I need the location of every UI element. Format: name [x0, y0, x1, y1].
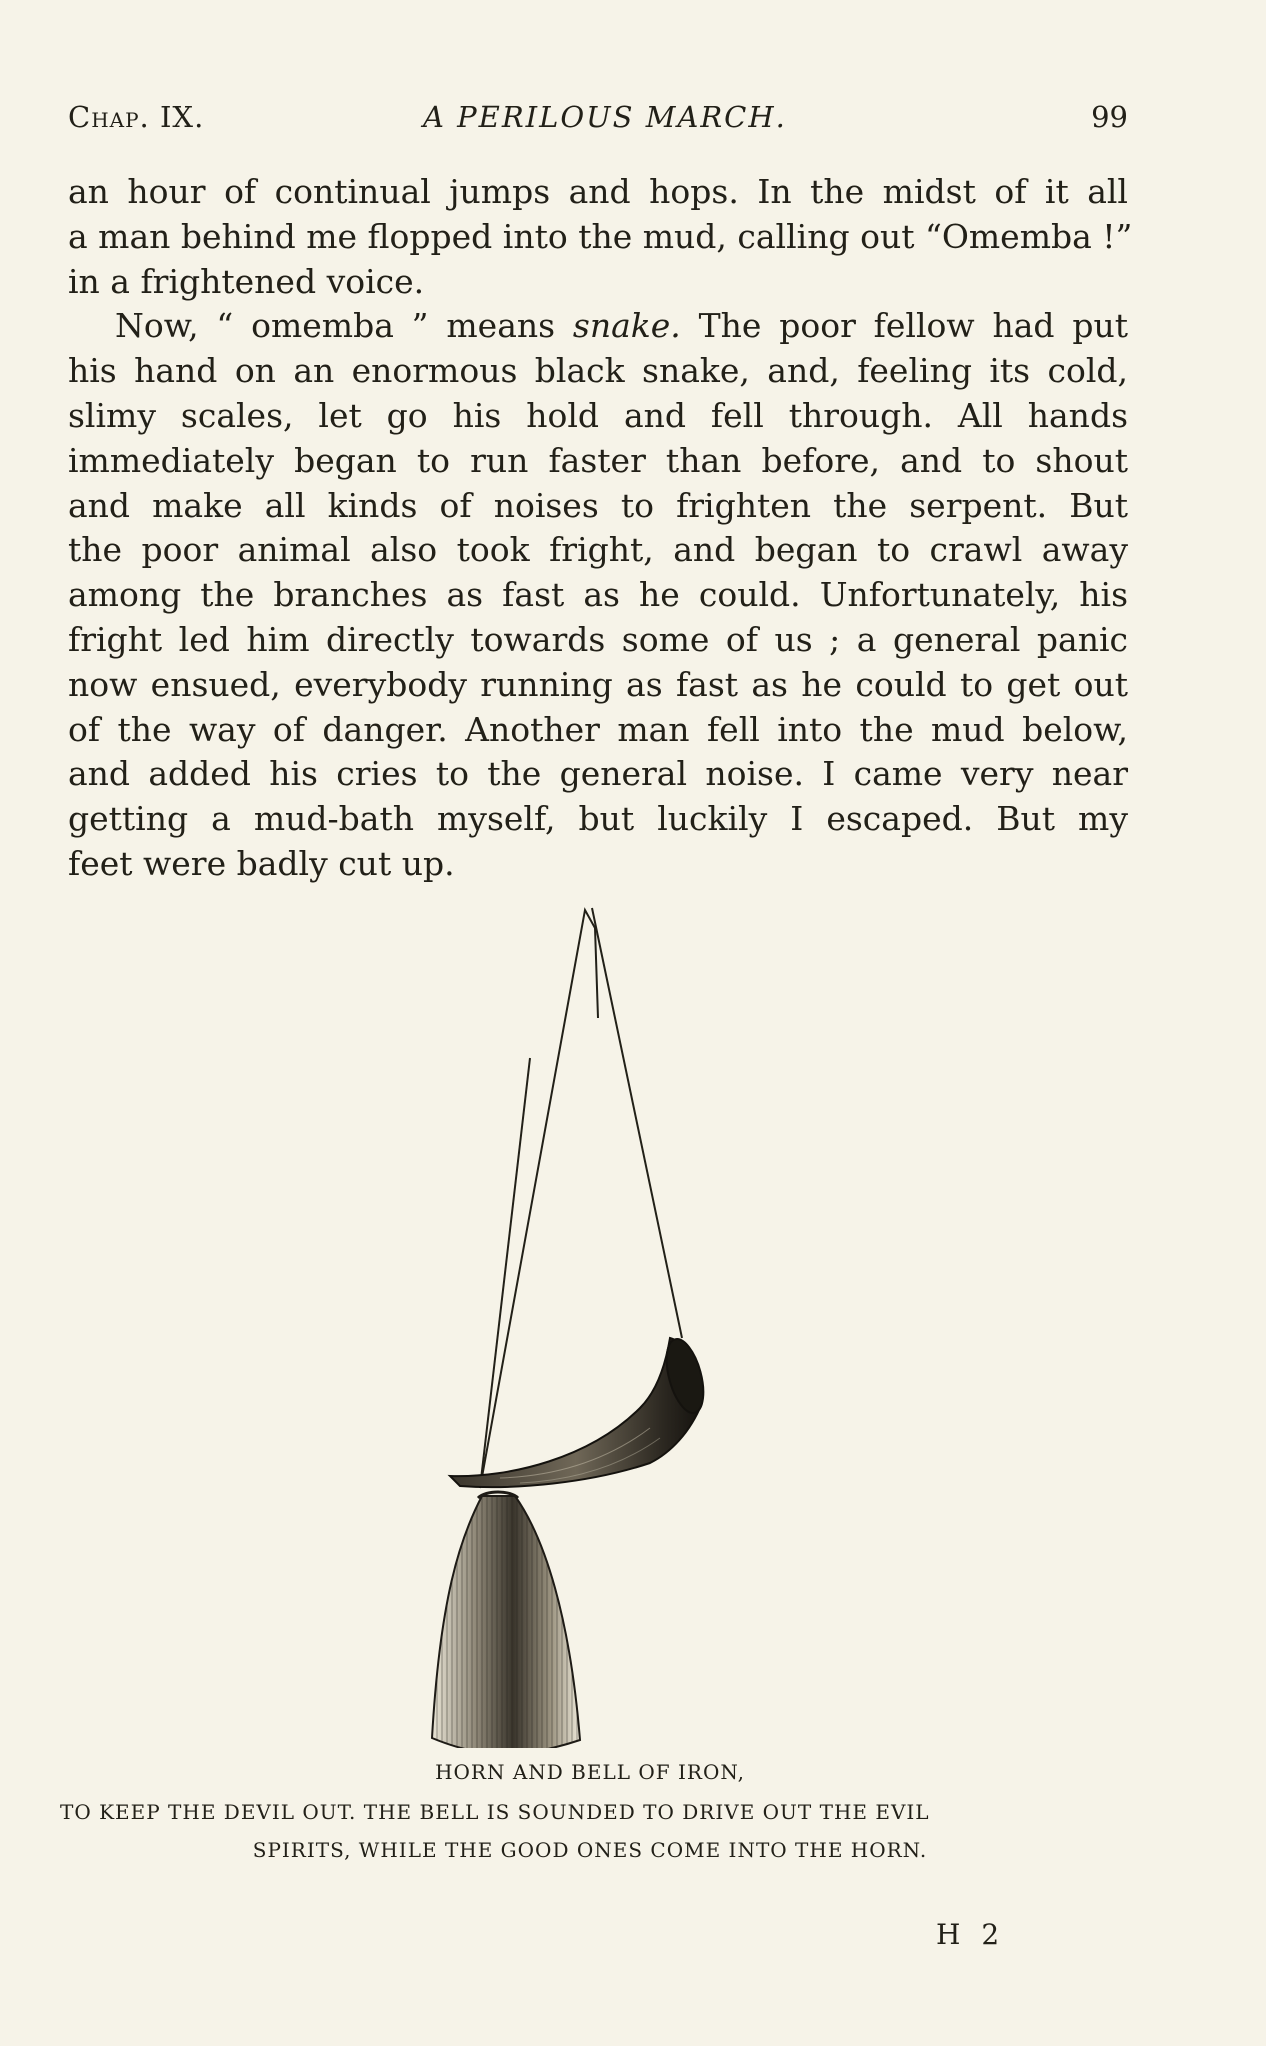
text-line: Now, “ omemba ” means snake. The poor fellow had put: [115, 306, 1128, 346]
text-line: getting a mud-bath myself, but luckily I escaped. But my: [68, 799, 1128, 839]
text-line: feet were badly cut up.: [68, 843, 455, 883]
caption-line: SPIRITS, WHILE THE GOOD ONES COME INTO THE HORN.: [252, 1838, 928, 1862]
signature-mark: H 2: [936, 1918, 1006, 1951]
chapter-label: Chap. IX.: [68, 100, 205, 134]
text-line: fright led him directly towards some of us ; a general panic: [68, 619, 1128, 659]
body-text: [68, 170, 1133, 887]
text-line: his hand on an enormous black snake, and, feeling its cold,: [68, 351, 1128, 391]
text-line: in a frightened voice.: [68, 261, 425, 301]
text-line: and make all kinds of noises to frighten the serpent. But: [68, 485, 1128, 525]
text-line: the poor animal also took fright, and began to crawl away: [68, 530, 1128, 570]
bell: [432, 1492, 580, 1748]
text-line: an hour of continual jumps and hops. In the midst of it all: [68, 172, 1128, 211]
horn-and-bell-illustration: [420, 898, 780, 1748]
text-line: a man behind me flopped into the mud, calling out “Omemba !”: [68, 216, 1133, 256]
page-number: 99: [1091, 100, 1128, 134]
emphasized-word: snake.: [572, 306, 681, 346]
text-line: of the way of danger. Another man fell into the mud below,: [68, 709, 1128, 749]
running-title: A PERILOUS MARCH.: [423, 100, 787, 134]
text-line: and added his cries to the general noise. I came very near: [68, 754, 1128, 794]
caption-line: TO KEEP THE DEVIL OUT. THE BELL IS SOUNDED TO DRIVE OUT THE EVIL: [60, 1800, 930, 1824]
running-header: [68, 100, 1128, 140]
text-line: now ensued, everybody running as fast as he could to get out: [68, 664, 1128, 704]
text-line: immediately began to run faster than before, and to shout: [68, 440, 1128, 480]
text-line: slimy scales, let go his hold and fell through. All hands: [68, 395, 1128, 435]
caption-title: HORN AND BELL OF IRON,: [435, 1760, 745, 1784]
text-line: among the branches as fast as he could. Unfortunately, his: [68, 575, 1128, 615]
